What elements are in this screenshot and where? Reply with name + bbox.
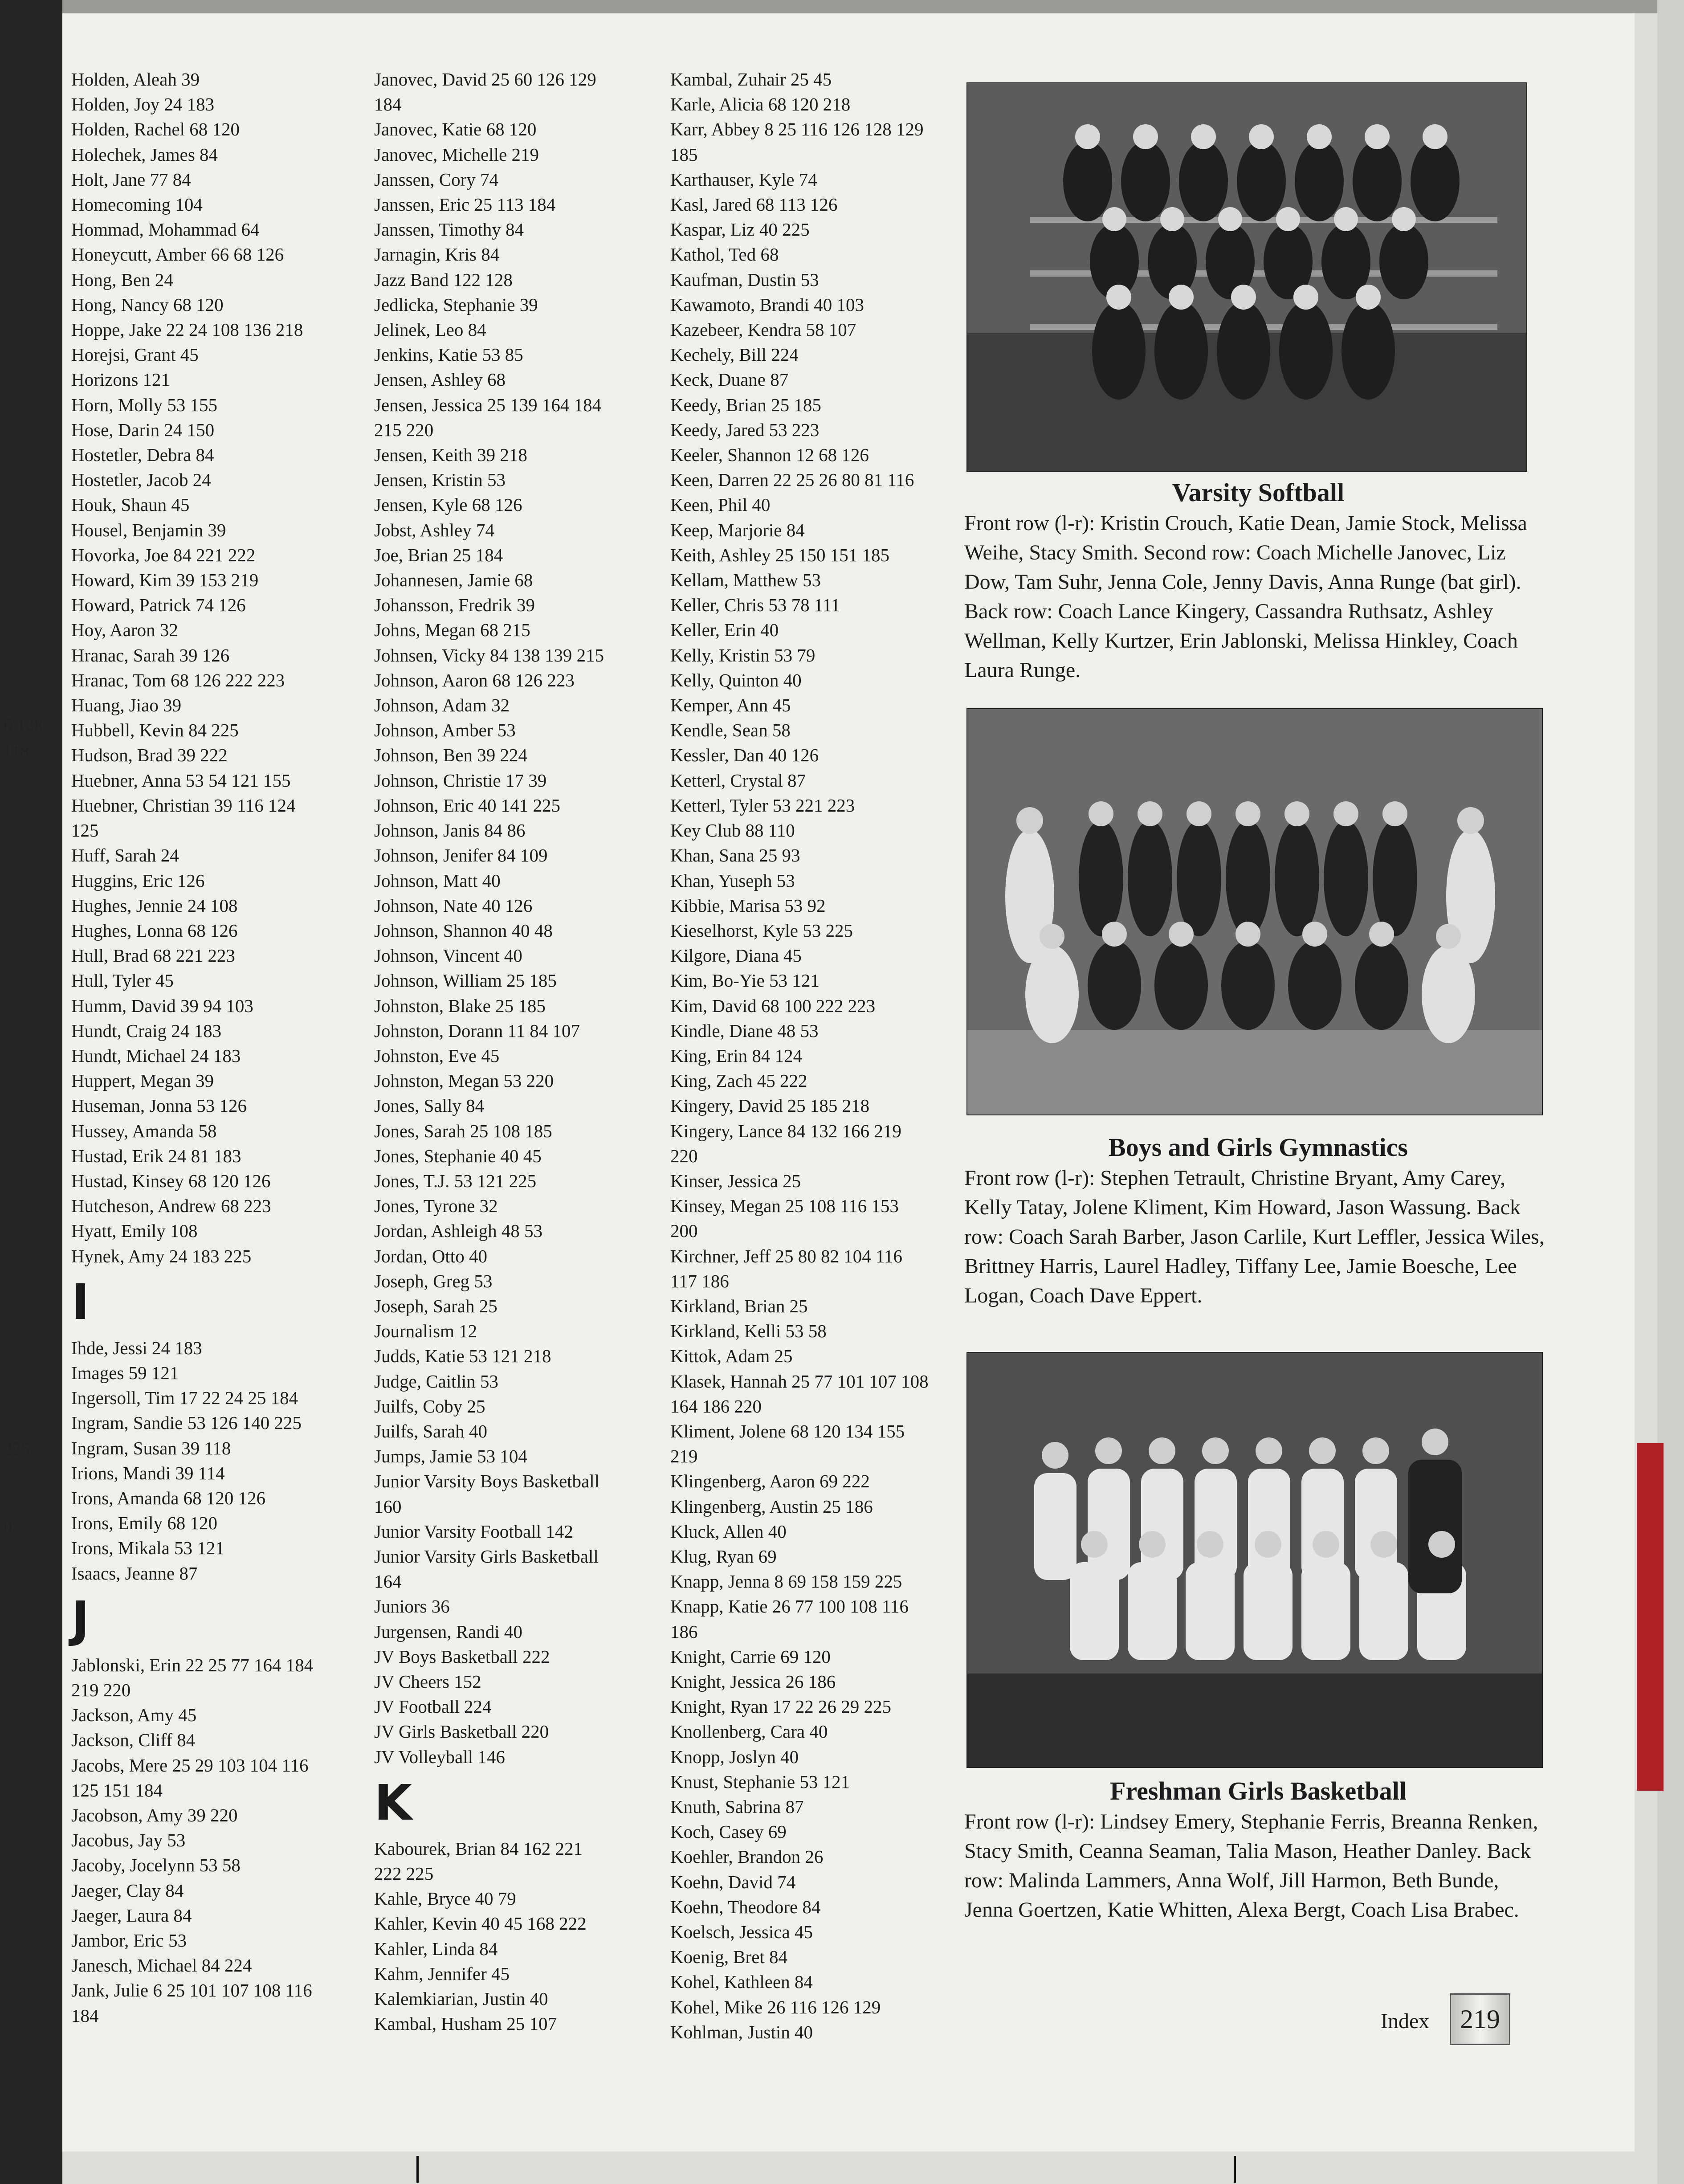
index-entry: 222 225 (374, 1863, 434, 1884)
footer-index-label: Index (1381, 2009, 1430, 2033)
index-entry: Hynek, Amy 24 183 225 (71, 1245, 252, 1266)
index-entry: Jacobs, Mere 25 29 103 104 116 (71, 1755, 309, 1776)
index-entry: 220 (670, 1145, 698, 1166)
index-entry: Keller, Chris 53 78 111 (670, 595, 840, 616)
index-entry: Janssen, Timothy 84 (374, 219, 524, 240)
index-entry: Khan, Yuseph 53 (670, 870, 795, 891)
index-entry: Kim, David 68 100 222 223 (670, 995, 876, 1016)
index-entry: Ketterl, Tyler 53 221 223 (670, 795, 855, 816)
index-entry: Kaufman, Dustin 53 (670, 269, 819, 290)
index-entry: Juilfs, Coby 25 (374, 1396, 485, 1417)
index-entry: Houk, Shaun 45 (71, 494, 190, 515)
index-entry: Huebner, Anna 53 54 121 155 (71, 770, 291, 791)
section-letter-i: I (71, 1273, 90, 1331)
index-entry: Kohel, Kathleen 84 (670, 1972, 813, 1992)
index-entry: Ingram, Sandie 53 126 140 225 (71, 1412, 302, 1433)
index-entry: Hovorka, Joe 84 221 222 (71, 544, 256, 565)
index-entry: Homecoming 104 (71, 194, 203, 215)
index-entry: Huang, Jiao 39 (71, 695, 182, 716)
index-entry: Ingram, Susan 39 118 (71, 1437, 231, 1458)
index-entry: Hull, Brad 68 221 223 (71, 945, 235, 966)
index-entry: Koelsch, Jessica 45 (670, 1922, 813, 1943)
index-entry: Jurgensen, Randi 40 (374, 1621, 522, 1642)
margin-fragment: 225 (4, 1439, 30, 1458)
freshman-basketball-caption (964, 1775, 1552, 1925)
index-entry: Holden, Rachel 68 120 (71, 119, 240, 140)
team-photo-image (967, 709, 1542, 1114)
index-entry: Kelly, Quinton 40 (670, 669, 802, 690)
index-entry: Jensen, Keith 39 218 (374, 445, 527, 465)
index-entry: Karle, Alicia 68 120 218 (670, 94, 851, 115)
index-entry: Kilgore, Diana 45 (670, 945, 802, 966)
page-edge-band (0, 0, 1684, 13)
index-entry: Irions, Mandi 39 114 (71, 1462, 225, 1483)
index-entry: Kabourek, Brian 84 162 221 (374, 1838, 583, 1859)
index-entry: Holechek, James 84 (71, 144, 218, 165)
index-entry: Knapp, Katie 26 77 100 108 116 (670, 1596, 909, 1617)
index-entry: Joe, Brian 25 184 (374, 544, 503, 565)
index-entry: Irons, Mikala 53 121 (71, 1538, 224, 1559)
index-entry: Kazebeer, Kendra 58 107 (670, 319, 856, 340)
gymnastics-photo (966, 708, 1543, 1115)
index-entry: Journalism 12 (374, 1321, 477, 1342)
index-entry: Jedlicka, Stephanie 39 (374, 294, 538, 315)
index-entry: Kingery, David 25 185 218 (670, 1095, 870, 1116)
index-entry: 164 186 220 (670, 1396, 762, 1417)
index-entry: Kohlman, Justin 40 (670, 2021, 813, 2042)
index-group-j-continued (374, 67, 659, 1769)
caption-text: Front row (l-r): Kristin Crouch, Katie Dean, Jamie Stock, Melissa Weihe, Stacy Smith. Second row: Coach Michelle Janovec, Liz Dow, Tam Suhr, Jenna Cole, Jenny Davis, Anna Runge (bat girl). Back row: Coach Lance Kingery, Cassandra Ruthsatz, Ashley Wellman, Kelly Kurtzer, Erin Jablonski, Melissa Hinkley, Coach Laura Runge. (964, 511, 1527, 682)
index-entry: Junior Varsity Football 142 (374, 1521, 573, 1542)
index-entry: 200 (670, 1221, 698, 1241)
index-entry: Jaeger, Clay 84 (71, 1880, 184, 1901)
index-entry: Huseman, Jonna 53 126 (71, 1095, 247, 1116)
index-column-2 (374, 67, 659, 2036)
index-entry: Kirchner, Jeff 25 80 82 104 116 (670, 1245, 903, 1266)
index-entry: Kieselhorst, Kyle 53 225 (670, 920, 853, 941)
index-entry: Holden, Joy 24 183 (71, 94, 215, 115)
index-entry: Keedy, Brian 25 185 (670, 394, 821, 415)
index-entry: Hostetler, Jacob 24 (71, 469, 211, 490)
index-entry: Jank, Julie 6 25 101 107 108 116 (71, 1980, 312, 2001)
index-entry: Images 59 121 (71, 1362, 179, 1383)
index-entry: Jacobson, Amy 39 220 (71, 1805, 238, 1825)
index-entry: Johnson, Eric 40 141 225 (374, 795, 560, 816)
index-entry: Hutcheson, Andrew 68 223 (71, 1196, 271, 1217)
index-entry: Juniors 36 (374, 1596, 450, 1617)
index-entry: King, Zach 45 222 (670, 1070, 807, 1091)
index-entry: Johnson, William 25 185 (374, 970, 557, 991)
index-entry: Jumps, Jamie 53 104 (374, 1446, 527, 1467)
index-entry: Hustad, Erik 24 81 183 (71, 1145, 241, 1166)
index-entry: Hyatt, Emily 108 (71, 1221, 198, 1241)
index-entry: Isaacs, Jeanne 87 (71, 1563, 198, 1584)
index-entry: Johnson, Shannon 40 48 (374, 920, 553, 941)
index-entry: Key Club 88 110 (670, 820, 795, 841)
index-entry: Johnston, Blake 25 185 (374, 995, 546, 1016)
index-entry: 219 220 (71, 1679, 131, 1700)
index-entry: Johansson, Fredrik 39 (374, 595, 535, 616)
index-entry: Johnson, Amber 53 (374, 720, 516, 741)
index-entry: Knopp, Joslyn 40 (670, 1746, 799, 1767)
red-index-tab (1637, 1443, 1664, 1791)
index-entry: Johnston, Megan 53 220 (374, 1070, 554, 1091)
index-entry: Jones, T.J. 53 121 225 (374, 1170, 537, 1191)
index-entry: Koehn, Theodore 84 (670, 1896, 821, 1917)
index-entry: Hoppe, Jake 22 24 108 136 218 (71, 319, 303, 340)
index-entry: 125 151 184 (71, 1780, 163, 1800)
index-entry: Jordan, Ashleigh 48 53 (374, 1221, 543, 1241)
index-entry: Johnston, Eve 45 (374, 1045, 500, 1066)
index-entry: 185 (670, 144, 698, 165)
index-entry: Ingersoll, Tim 17 22 24 25 184 (71, 1388, 298, 1408)
index-entry: Johnston, Dorann 11 84 107 (374, 1020, 580, 1041)
binding-shadow (0, 0, 62, 2184)
index-entry: Knuth, Sabrina 87 (670, 1796, 804, 1817)
index-entry: Knapp, Jenna 8 69 158 159 225 (670, 1571, 902, 1592)
index-entry: Kaspar, Liz 40 225 (670, 219, 810, 240)
caption-text: Front row (l-r): Lindsey Emery, Stephanie Ferris, Breanna Renken, Stacy Smith, Ceanna Seaman, Talia Mason, Heather Danley. Back row: Malinda Lammers, Anna Wolf, Jill Harmon, Beth Bunde, Jenna Goertzen, Katie Whitten, Alexa Bergt, Coach Lisa Brabec. (964, 1810, 1538, 1922)
trim-mark (416, 2156, 419, 2183)
index-entry: Janssen, Eric 25 113 184 (374, 194, 556, 215)
index-entry: Ketterl, Crystal 87 (670, 770, 806, 791)
varsity-softball-photo (966, 82, 1527, 472)
index-column-3 (670, 67, 973, 2045)
index-entry: Johnson, Jenifer 84 109 (374, 845, 548, 866)
section-letter-k: K (374, 1774, 412, 1831)
index-entry: Jackson, Amy 45 (71, 1705, 197, 1726)
index-entry: Hughes, Jennie 24 108 (71, 895, 238, 916)
index-entry: Jablonski, Erin 22 25 77 164 184 (71, 1654, 314, 1675)
index-entry: 160 (374, 1496, 402, 1517)
index-entry: Janovec, David 25 60 126 129 (374, 69, 596, 90)
index-entry: Klingenberg, Aaron 69 222 (670, 1471, 870, 1492)
index-entry: Kahler, Kevin 40 45 168 222 (374, 1913, 587, 1934)
index-entry: Jambor, Eric 53 (71, 1930, 187, 1951)
index-entry: Housel, Benjamin 39 (71, 519, 226, 540)
index-entry: Hustad, Kinsey 68 120 126 (71, 1170, 271, 1191)
index-entry: Joseph, Sarah 25 (374, 1295, 497, 1316)
index-entry: Jaeger, Laura 84 (71, 1905, 192, 1926)
index-entry: Karr, Abbey 8 25 116 126 128 129 (670, 119, 924, 140)
section-letter-j: J (71, 1590, 90, 1648)
index-entry: Hranac, Sarah 39 126 (71, 645, 230, 665)
index-entry: Irons, Emily 68 120 (71, 1513, 217, 1534)
index-entry: Horejsi, Grant 45 (71, 344, 199, 365)
index-entry: Kathol, Ted 68 (670, 244, 779, 265)
index-entry: Kawamoto, Brandi 40 103 (670, 294, 864, 315)
index-entry: Koehn, David 74 (670, 1871, 796, 1892)
index-entry: Junior Varsity Boys Basketball (374, 1471, 600, 1492)
index-entry: Hubbell, Kevin 84 225 (71, 720, 239, 741)
index-entry: Jensen, Kristin 53 (374, 469, 506, 490)
index-entry: Ihde, Jessi 24 183 (71, 1337, 202, 1358)
index-entry: Johnson, Aaron 68 126 223 (374, 669, 575, 690)
index-entry: Jones, Sarah 25 108 185 (374, 1120, 552, 1141)
index-entry: Keller, Erin 40 (670, 620, 779, 641)
index-entry: Juilfs, Sarah 40 (374, 1421, 487, 1441)
index-entry: Hong, Ben 24 (71, 269, 173, 290)
index-entry: Huggins, Eric 126 (71, 870, 205, 891)
index-entry: King, Erin 84 124 (670, 1045, 803, 1066)
index-entry: Jacobus, Jay 53 (71, 1830, 186, 1851)
index-entry: Janssen, Cory 74 (374, 169, 499, 190)
index-entry: Jensen, Ashley 68 (374, 369, 506, 390)
index-entry: Kambal, Husham 25 107 (374, 2013, 557, 2034)
index-column-1 (71, 67, 356, 2028)
index-group-i (71, 1335, 356, 1586)
index-entry: Knight, Carrie 69 120 (670, 1646, 831, 1667)
index-entry: Humm, David 39 94 103 (71, 995, 253, 1016)
index-entry: JV Girls Basketball 220 (374, 1721, 549, 1742)
index-entry: Howard, Patrick 74 126 (71, 595, 246, 616)
index-entry: Keen, Phil 40 (670, 494, 771, 515)
index-group-k (374, 1836, 659, 2037)
index-entry: Irons, Amanda 68 120 126 (71, 1487, 266, 1508)
index-entry: Johns, Megan 68 215 (374, 620, 530, 641)
index-entry: Jelinek, Leo 84 (374, 319, 486, 340)
margin-fragment: 118 (4, 742, 29, 761)
index-entry: JV Football 224 (374, 1696, 492, 1717)
index-entry: Kittok, Adam 25 (670, 1346, 793, 1367)
team-photo-image (967, 83, 1526, 471)
index-entry: Johnson, Adam 32 (374, 695, 510, 716)
caption-title: Freshman Girls Basketball (1110, 1776, 1407, 1805)
index-entry: Jensen, Jessica 25 139 164 184 (374, 394, 602, 415)
index-entry: Jacoby, Jocelynn 53 58 (71, 1855, 241, 1876)
varsity-softball-caption (964, 477, 1552, 685)
index-entry: Kim, Bo-Yie 53 121 (670, 970, 820, 991)
index-entry: Janovec, Michelle 219 (374, 144, 539, 165)
index-group-k-continued (670, 67, 973, 2045)
index-entry: Kelly, Kristin 53 79 (670, 645, 815, 665)
index-entry: Kliment, Jolene 68 120 134 155 (670, 1421, 905, 1441)
index-entry: Johnson, Nate 40 126 (374, 895, 533, 916)
index-entry: 184 (71, 2005, 99, 2026)
index-entry: Kambal, Zuhair 25 45 (670, 69, 832, 90)
team-photo-image (967, 1353, 1542, 1767)
caption-text: Front row (l-r): Stephen Tetrault, Christine Bryant, Amy Carey, Kelly Tatay, Jolene Kliment, Kim Howard, Jason Wassung. Back row: Coach Sarah Barber, Jason Carlile, Kurt Leffler, Jessica Wiles, Brittney Harris, Laurel Hadley, Tiffany Lee, Jamie Boesche, Lee Logan, Coach Dave Eppert. (964, 1166, 1545, 1307)
index-entry: Judge, Caitlin 53 (374, 1371, 499, 1392)
index-entry: Hommad, Mohammad 64 (71, 219, 260, 240)
index-entry: Keith, Ashley 25 150 151 185 (670, 544, 889, 565)
index-entry: Janovec, Katie 68 120 (374, 119, 537, 140)
index-entry: Kinser, Jessica 25 (670, 1170, 801, 1191)
index-entry: Hong, Nancy 68 120 (71, 294, 224, 315)
index-entry: 215 220 (374, 419, 434, 440)
index-entry: Kalemkiarian, Justin 40 (374, 1988, 548, 2009)
index-entry: Kluck, Allen 40 (670, 1521, 787, 1542)
index-entry: Jones, Tyrone 32 (374, 1196, 498, 1217)
index-entry: Hundt, Michael 24 183 (71, 1045, 241, 1066)
index-entry: Knollenberg, Cara 40 (670, 1721, 828, 1742)
index-entry: Keen, Darren 22 25 26 80 81 116 (670, 469, 914, 490)
index-entry: Knight, Ryan 17 22 26 29 225 (670, 1696, 892, 1717)
caption-title: Varsity Softball (1172, 478, 1345, 507)
index-entry: Horizons 121 (71, 369, 171, 390)
index-entry: Johnson, Ben 39 224 (374, 745, 527, 766)
index-entry: Howard, Kim 39 153 219 (71, 570, 259, 591)
index-entry: Koenig, Bret 84 (670, 1947, 788, 1968)
index-entry: Hussey, Amanda 58 (71, 1120, 217, 1141)
index-entry: Jones, Sally 84 (374, 1095, 485, 1116)
page-number: 219 (1460, 2004, 1500, 2034)
index-entry: Jensen, Kyle 68 126 (374, 494, 522, 515)
index-entry: Klug, Ryan 69 (670, 1546, 777, 1567)
gymnastics-caption (964, 1131, 1552, 1310)
index-entry: Knight, Jessica 26 186 (670, 1671, 836, 1692)
index-entry: Jenkins, Katie 53 85 (374, 344, 523, 365)
index-entry: Koehler, Brandon 26 (670, 1846, 824, 1867)
index-entry: Kinsey, Megan 25 108 116 153 (670, 1196, 899, 1217)
index-entry: Jones, Stephanie 40 45 (374, 1145, 542, 1166)
index-entry: 184 (374, 94, 402, 115)
index-entry: Kindle, Diane 48 53 (670, 1020, 819, 1041)
index-entry: Horn, Molly 53 155 (71, 394, 217, 415)
index-entry: Holden, Aleah 39 (71, 69, 200, 90)
index-entry: Johnson, Christie 17 39 (374, 770, 547, 791)
index-entry: Kahler, Linda 84 (374, 1938, 498, 1959)
index-entry: Johnson, Vincent 40 (374, 945, 522, 966)
index-entry: Klingenberg, Austin 25 186 (670, 1496, 873, 1517)
index-entry: Kingery, Lance 84 132 166 219 (670, 1120, 901, 1141)
index-entry: Kahm, Jennifer 45 (374, 1963, 510, 1984)
index-entry: Hose, Darin 24 150 (71, 419, 215, 440)
index-entry: Huebner, Christian 39 116 124 (71, 795, 296, 816)
index-entry: Hundt, Craig 24 183 (71, 1020, 222, 1041)
index-entry: Judds, Katie 53 121 218 (374, 1346, 551, 1367)
index-entry: Kellam, Matthew 53 (670, 570, 821, 591)
index-entry: Kendle, Sean 58 (670, 720, 791, 741)
index-group-j (71, 1653, 356, 2028)
index-entry: Keedy, Jared 53 223 (670, 419, 820, 440)
index-entry: Keep, Marjorie 84 (670, 519, 805, 540)
index-entry: Hudson, Brad 39 222 (71, 745, 228, 766)
index-entry: Kechely, Bill 224 (670, 344, 799, 365)
index-entry: JV Cheers 152 (374, 1671, 481, 1692)
index-entry: Karthauser, Kyle 74 (670, 169, 817, 190)
index-entry: Hull, Tyler 45 (71, 970, 174, 991)
index-entry: Junior Varsity Girls Basketball (374, 1546, 599, 1567)
index-entry: Kessler, Dan 40 126 (670, 745, 819, 766)
index-entry: Keck, Duane 87 (670, 369, 789, 390)
index-entry: Kohel, Mike 26 116 126 129 (670, 1996, 881, 2017)
index-entry: Koch, Casey 69 (670, 1821, 787, 1842)
index-entry: Hostetler, Debra 84 (71, 445, 214, 465)
index-entry: Klasek, Hannah 25 77 101 107 108 (670, 1371, 929, 1392)
index-entry: Knust, Stephanie 53 121 (670, 1771, 850, 1792)
index-entry: Johnsen, Vicky 84 138 139 215 (374, 645, 604, 665)
index-entry: Jazz Band 122 128 (374, 269, 513, 290)
index-entry: 164 (374, 1571, 402, 1592)
index-entry: Hughes, Lonna 68 126 (71, 920, 238, 941)
index-entry: Joseph, Greg 53 (374, 1270, 493, 1291)
index-entry: JV Volleyball 146 (374, 1746, 505, 1767)
index-entry: Johnson, Janis 84 86 (374, 820, 526, 841)
index-entry: 219 (670, 1446, 698, 1467)
freshman-basketball-photo (966, 1352, 1543, 1768)
index-entry: Khan, Sana 25 93 (670, 845, 800, 866)
index-entry: 117 186 (670, 1270, 729, 1291)
margin-fragment: 0 (4, 1517, 12, 1536)
page-right-edge (1657, 0, 1684, 2184)
caption-title: Boys and Girls Gymnastics (1109, 1133, 1408, 1162)
index-entry: Kahle, Bryce 40 79 (374, 1888, 516, 1909)
index-entry: JV Boys Basketball 222 (374, 1646, 550, 1667)
index-entry: Kirkland, Brian 25 (670, 1295, 808, 1316)
index-entry: Jackson, Cliff 84 (71, 1730, 196, 1751)
index-entry: Johannesen, Jamie 68 (374, 570, 533, 591)
index-entry: Hranac, Tom 68 126 222 223 (71, 669, 285, 690)
margin-fragment: 6 128 (4, 715, 43, 735)
index-entry: Kemper, Ann 45 (670, 695, 791, 716)
index-group-h (71, 67, 356, 1269)
index-entry: Jarnagin, Kris 84 (374, 244, 500, 265)
open-book-icon (1450, 1993, 1510, 2045)
index-entry: 125 (71, 820, 99, 841)
index-entry: Jobst, Ashley 74 (374, 519, 494, 540)
index-entry: 186 (670, 1621, 698, 1642)
index-entry: Janesch, Michael 84 224 (71, 1955, 252, 1976)
trim-mark (1234, 2156, 1236, 2183)
index-entry: Johnson, Matt 40 (374, 870, 501, 891)
index-entry: Holt, Jane 77 84 (71, 169, 191, 190)
index-entry: Kirkland, Kelli 53 58 (670, 1321, 827, 1342)
index-entry: Kibbie, Marisa 53 92 (670, 895, 826, 916)
index-entry: Keeler, Shannon 12 68 126 (670, 445, 869, 465)
index-entry: Jordan, Otto 40 (374, 1245, 487, 1266)
index-entry: Huff, Sarah 24 (71, 845, 179, 866)
index-entry: Kasl, Jared 68 113 126 (670, 194, 838, 215)
index-entry: Honeycutt, Amber 66 68 126 (71, 244, 284, 265)
index-entry: Hoy, Aaron 32 (71, 620, 178, 641)
index-entry: Huppert, Megan 39 (71, 1070, 214, 1091)
